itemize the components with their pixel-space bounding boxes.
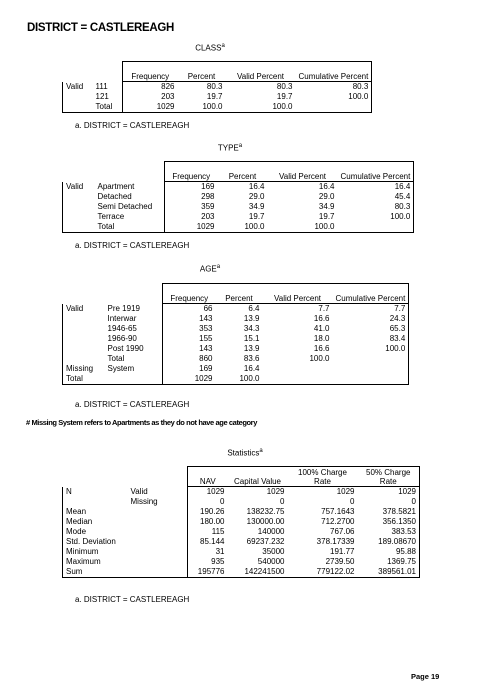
age-cell: 353	[163, 324, 216, 334]
type-cell: 80.3	[338, 202, 414, 212]
stats-col-header: NAV	[188, 467, 228, 487]
class-cell: 19.7	[276, 92, 293, 101]
class-table	[62, 61, 372, 113]
stats-row-label: Mean	[63, 507, 188, 517]
type-col-header: Valid Percent	[268, 162, 338, 182]
class-row-label: Total	[93, 102, 123, 113]
type-row	[63, 222, 414, 233]
age-cell: 41.0	[313, 324, 330, 333]
age-row	[63, 334, 409, 344]
stats-cell: 35000	[262, 547, 285, 556]
age-cell: 13.9	[243, 314, 260, 323]
age-cell: 7.7	[333, 304, 409, 315]
page-number: Page 19	[411, 672, 440, 681]
stats-cell: 85.144	[188, 537, 228, 547]
stats-row-label: Minimum	[63, 547, 188, 557]
stats-row-label: Mode	[63, 527, 188, 537]
stats-cell: 190.26	[188, 507, 228, 517]
age-group-blank	[63, 344, 105, 354]
class-group-blank	[63, 102, 93, 113]
stats-cell: 180.00	[188, 517, 228, 527]
age-cell: 100.0	[216, 374, 263, 385]
age-cell: 13.9	[243, 344, 260, 353]
type-cell: 203	[165, 212, 218, 222]
stats-cell: 1029	[188, 487, 228, 498]
stats-blank	[63, 497, 128, 507]
age-total-row	[63, 374, 409, 385]
stats-cell: 115	[188, 527, 228, 537]
stats-row-label: Maximum	[63, 557, 188, 567]
age-group-blank	[63, 324, 105, 334]
type-table-title	[190, 143, 270, 153]
age-cell: 6.4	[248, 304, 260, 313]
age-cell: 24.3	[333, 314, 409, 324]
age-col-header: Cumulative Percent	[333, 284, 409, 304]
type-row-label: Semi Detached	[97, 202, 153, 211]
type-cell: 34.9	[318, 202, 335, 211]
stats-cell: 935	[188, 557, 228, 567]
page-heading: DISTRICT = CASTLEREAGH	[27, 22, 175, 34]
age-row-label: 1946-65	[107, 324, 137, 333]
class-row-label: 121	[95, 92, 109, 101]
age-cell: 65.3	[333, 324, 409, 334]
age-cell: 143	[163, 314, 216, 324]
age-missing-label: Missing	[63, 364, 105, 374]
class-cell	[296, 102, 372, 113]
stats-corner	[128, 467, 188, 487]
class-corner	[63, 62, 93, 82]
type-group-blank	[63, 212, 95, 222]
type-row	[63, 192, 414, 202]
stats-row	[63, 497, 420, 507]
type-cell: 16.4	[338, 182, 414, 193]
age-col-header: Frequency	[163, 284, 216, 304]
type-row-label: Detached	[97, 192, 132, 201]
stats-row-label: Sum	[63, 567, 188, 578]
type-cell: 1029	[165, 222, 218, 233]
class-col-header: Valid Percent	[226, 62, 296, 82]
type-cell: 100.0	[338, 212, 414, 222]
stats-cell: 189.08670	[358, 537, 420, 547]
stats-cell: 712.2700	[321, 517, 355, 526]
stats-footnote: a. DISTRICT = CASTLEREAGH	[75, 595, 190, 604]
age-table	[62, 283, 409, 385]
class-cell: 100.0	[226, 102, 296, 113]
age-cell	[333, 354, 409, 364]
stats-row	[63, 567, 420, 578]
stats-sub-label: Valid	[130, 486, 148, 496]
age-footnote: a. DISTRICT = CASTLEREAGH	[75, 400, 190, 409]
stats-cell: 130000.00	[246, 517, 285, 526]
stats-cell: 0	[350, 497, 355, 506]
age-group-blank	[63, 354, 105, 364]
type-col-header: Cumulative Percent	[338, 162, 414, 182]
stats-cell: 356.1350	[358, 517, 420, 527]
age-cell: 15.1	[243, 334, 260, 343]
class-cell: 826	[123, 82, 178, 93]
type-title-text: TYPE	[217, 143, 239, 153]
class-cell: 1029	[123, 102, 178, 113]
class-group-label: Valid	[63, 82, 93, 93]
stats-row	[63, 517, 420, 527]
type-row	[63, 182, 414, 193]
stats-cell: 0	[358, 497, 420, 507]
age-cell: 66	[163, 304, 216, 315]
age-cell	[263, 374, 333, 385]
stats-sub-label: Missing	[130, 497, 158, 506]
type-row	[63, 202, 414, 212]
age-cell: 143	[163, 344, 216, 354]
class-table-title	[170, 43, 250, 53]
stats-cell: 1029	[336, 487, 355, 496]
type-cell: 19.7	[248, 212, 265, 221]
stats-row	[63, 487, 420, 498]
age-row	[63, 354, 409, 364]
age-missing-row	[63, 364, 409, 374]
stats-header-row	[63, 467, 420, 487]
age-cell: 83.6	[243, 354, 260, 363]
age-table-title	[180, 264, 240, 274]
stats-cell: 767.06	[330, 527, 355, 536]
stats-cell: 757.1643	[321, 507, 355, 516]
age-row	[63, 344, 409, 354]
class-title-text: CLASS	[195, 43, 222, 53]
type-group-blank	[63, 222, 95, 233]
stats-cell: 540000	[257, 557, 285, 566]
age-row	[63, 324, 409, 334]
age-header-row	[63, 284, 409, 304]
class-title-sup: a	[221, 43, 225, 49]
age-cell: 1029	[163, 374, 216, 385]
age-cell: 16.6	[313, 314, 330, 323]
age-cell: 155	[163, 334, 216, 344]
type-title-sup: a	[238, 143, 243, 149]
stats-cell: 95.88	[358, 547, 420, 557]
type-footnote: a. DISTRICT = CASTLEREAGH	[75, 241, 190, 250]
age-group-blank	[63, 314, 105, 324]
age-cell: 169	[163, 364, 216, 374]
type-group-blank	[63, 192, 95, 202]
class-corner	[93, 62, 123, 82]
type-corner	[63, 162, 95, 182]
stats-cell: 191.77	[330, 547, 355, 556]
stats-cell: 138232.75	[246, 507, 285, 516]
stats-cell: 0	[280, 497, 285, 506]
age-cell	[333, 374, 409, 385]
age-row-label: Interwar	[107, 314, 137, 323]
stats-row-label: Median	[63, 517, 188, 527]
stats-corner	[63, 467, 128, 487]
age-title-text: AGE	[199, 264, 217, 274]
age-cell: 100.0	[333, 344, 409, 354]
stats-col-header: 100% Charge Rate	[288, 467, 358, 487]
class-cell: 80.3	[276, 82, 293, 91]
age-row-label: Total	[107, 354, 125, 363]
type-row-label: Apartment	[97, 181, 135, 191]
class-row	[63, 102, 372, 113]
stats-title-sup: a	[259, 448, 263, 454]
age-cell	[333, 364, 409, 374]
stats-table	[62, 466, 420, 578]
type-row	[63, 212, 414, 222]
class-col-header: Cumulative Percent	[296, 62, 372, 82]
class-header-row	[63, 62, 372, 82]
class-row	[63, 92, 372, 102]
age-cell: 16.4	[243, 364, 260, 373]
stats-title-text: Statistics	[227, 448, 260, 458]
age-col-header: Valid Percent	[263, 284, 333, 304]
class-cell: 100.0	[296, 92, 372, 102]
type-cell: 29.0	[248, 192, 265, 201]
age-cell: 100.0	[309, 354, 330, 363]
type-header-row	[63, 162, 414, 182]
stats-row	[63, 547, 420, 557]
stats-cell: 1029	[358, 487, 420, 498]
class-row-label: 111	[95, 81, 108, 91]
type-cell: 29.0	[318, 192, 335, 201]
age-row-label: 1966-90	[107, 334, 137, 343]
age-cell: 34.3	[243, 324, 260, 333]
stats-cell: 389561.01	[358, 567, 420, 578]
type-cell: 16.4	[318, 182, 335, 191]
age-cell: 83.4	[333, 334, 409, 344]
stats-cell: 142241500	[228, 567, 288, 578]
age-cell: 18.0	[313, 334, 330, 343]
type-cell: 100.0	[268, 222, 338, 233]
stats-cell: 378.17339	[316, 537, 355, 546]
missing-system-note: # Missing System refers to Apartments as they do not have age category	[26, 418, 257, 427]
type-cell: 298	[165, 192, 218, 202]
type-group-blank	[63, 202, 95, 212]
age-row-label: Post 1990	[107, 344, 144, 353]
type-row-label: Total	[95, 222, 165, 233]
class-col-header: Percent	[178, 62, 226, 82]
stats-cell: 0	[188, 497, 228, 507]
stats-cell: 31	[188, 547, 228, 557]
age-corner	[105, 284, 163, 304]
age-total-label: Total	[63, 374, 163, 385]
age-corner	[63, 284, 105, 304]
stats-row	[63, 557, 420, 567]
age-cell: 860	[163, 354, 216, 364]
type-cell	[338, 222, 414, 233]
stats-cell: 378.5821	[358, 507, 420, 517]
type-row-label: Terrace	[97, 212, 125, 221]
stats-cell: 1369.75	[358, 557, 420, 567]
stats-col-header: Capital Value	[228, 467, 288, 487]
age-col-header: Percent	[216, 284, 263, 304]
stats-cell: 1029	[266, 487, 285, 496]
stats-cell: 2739.50	[325, 557, 355, 566]
type-cell: 100.0	[218, 222, 268, 233]
stats-cell: 779122.02	[288, 567, 358, 578]
type-table	[62, 161, 414, 233]
type-cell: 169	[165, 182, 218, 193]
stats-row	[63, 537, 420, 547]
class-footnote: a. DISTRICT = CASTLEREAGH	[75, 121, 190, 130]
age-cell: 16.6	[313, 344, 330, 353]
stats-row	[63, 507, 420, 517]
type-col-header: Frequency	[165, 162, 218, 182]
stats-row-label: Std. Deviation	[63, 537, 188, 547]
class-group-blank	[63, 92, 93, 102]
type-corner	[95, 162, 165, 182]
class-col-header: Frequency	[123, 62, 178, 82]
stats-n-label: N	[63, 487, 128, 498]
age-cell: 7.7	[318, 304, 330, 313]
stats-table-title	[210, 448, 280, 458]
stats-row	[63, 527, 420, 537]
age-title-sup: a	[216, 264, 221, 270]
age-row-label: Pre 1919	[107, 303, 140, 313]
type-col-header: Percent	[218, 162, 268, 182]
class-cell: 203	[123, 92, 178, 102]
age-group-label: Valid	[63, 304, 105, 315]
type-group-label: Valid	[63, 182, 95, 193]
age-row	[63, 304, 409, 315]
age-group-blank	[63, 334, 105, 344]
type-cell: 16.4	[248, 182, 265, 191]
type-cell: 34.9	[248, 202, 265, 211]
stats-col-header: 50% Charge Rate	[358, 467, 420, 487]
class-cell: 80.3	[206, 82, 223, 91]
age-row-label: System	[107, 364, 135, 373]
class-cell: 80.3	[296, 82, 372, 93]
stats-cell: 140000	[257, 527, 285, 536]
class-row	[63, 82, 372, 93]
type-cell: 19.7	[318, 212, 335, 221]
type-cell: 359	[165, 202, 218, 212]
type-cell: 45.4	[338, 192, 414, 202]
age-row	[63, 314, 409, 324]
age-cell	[263, 364, 333, 374]
stats-cell: 383.53	[358, 527, 420, 537]
class-cell: 100.0	[178, 102, 226, 113]
stats-cell: 195776	[188, 567, 228, 578]
stats-cell: 69237.232	[246, 537, 285, 546]
class-cell: 19.7	[206, 92, 223, 101]
